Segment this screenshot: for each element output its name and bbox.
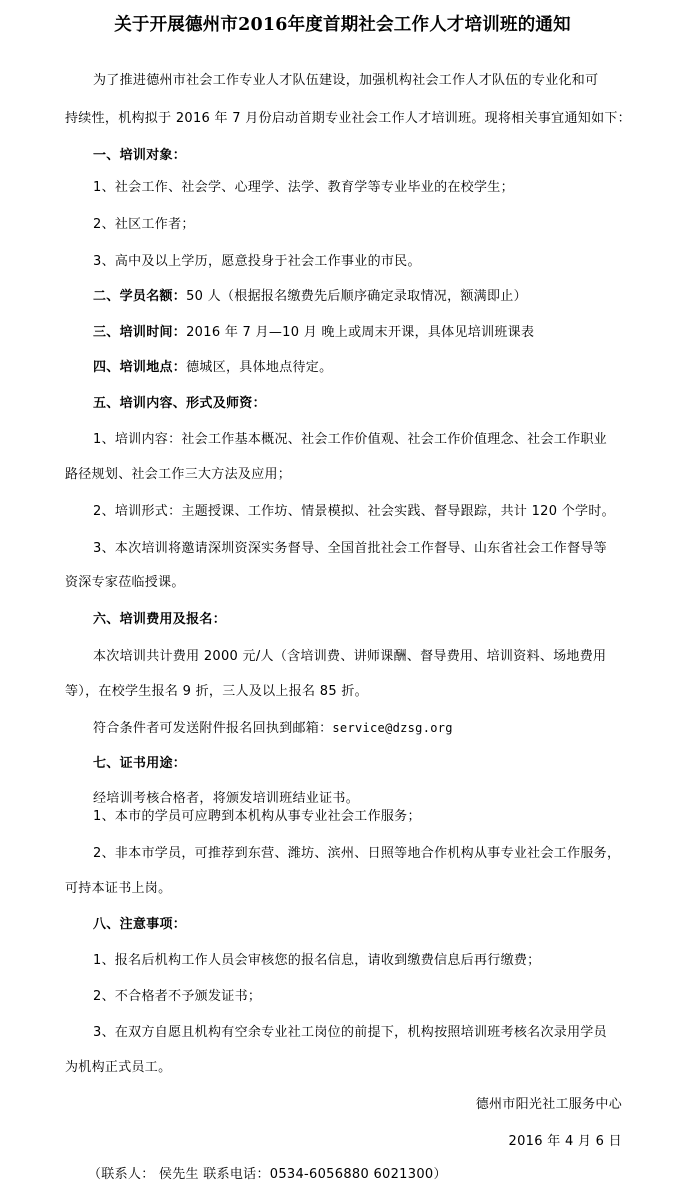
section-3-label: 三、培训时间： [93, 325, 187, 340]
section-5-heading: 五、培训内容、形式及师资： [93, 396, 266, 411]
document-title: 关于开展德州市2016年度首期社会工作人才培训班的通知 [114, 15, 571, 35]
section-8-item-3-line-2: 为机构正式员工。 [65, 1060, 172, 1075]
section-6-email-line [93, 719, 453, 738]
section-6-fee-line-1: 本次培训共计费用 2000 元/人（含培训费、讲师课酬、督导费用、培训资料、场地费用 [93, 649, 607, 664]
section-1-heading: 一、培训对象： [93, 148, 187, 163]
section-5-item-3-line-1: 3、本次培训将邀请深圳资深实务督导、全国首批社会工作督导、山东省社会工作督导等 [93, 541, 607, 556]
section-5-item-3-line-2: 资深专家莅临授课。 [65, 575, 185, 590]
section-6-email-text: 符合条件者可发送附件报名回执到邮箱： [93, 721, 333, 736]
section-8-item-2: 2、不合格者不予颁发证书； [93, 989, 262, 1004]
intro-line-1: 为了推进德州市社会工作专业人才队伍建设，加强机构社会工作人才队伍的专业化和可 [93, 73, 599, 88]
intro-line-2: 持续性，机构拟于 2016 年 7 月份启动首期专业社会工作人才培训班。现将相关事宜通知如下： [65, 111, 631, 126]
section-8-heading: 八、注意事项： [93, 917, 187, 932]
section-3-text: 2016 年 7 月—10 月 晚上或周末开课，具体见培训班课表 [186, 325, 535, 340]
signature-date: 2016 年 4 月 6 日 [508, 1134, 622, 1149]
signature-organization: 德州市阳光社工服务中心 [475, 1097, 622, 1112]
section-5-item-1-line-1: 1、培训内容：社会工作基本概况、社会工作价值观、社会工作价值理念、社会工作职业 [93, 432, 607, 447]
section-6-fee-line-2: 等），在校学生报名 9 折，三人及以上报名 85 折。 [65, 684, 368, 699]
section-7-item-2-line-1: 2、非本市学员，可推荐到东营、潍坊、滨州、日照等地合作机构从事专业社会工作服务， [93, 846, 621, 861]
section-5-item-1-line-2: 路径规划、社会工作三大方法及应用； [65, 467, 292, 482]
section-7-item-2-line-2: 可持本证书上岗。 [65, 881, 172, 896]
section-1-item-2: 2、社区工作者； [93, 217, 195, 232]
section-4-label: 四、培训地点： [93, 360, 187, 375]
section-5-item-2: 2、培训形式：主题授课、工作坊、情景模拟、社会实践、督导跟踪，共计 120 个学时。 [93, 504, 615, 519]
section-6-heading: 六、培训费用及报名： [93, 612, 227, 627]
section-8-item-3-line-1: 3、在双方自愿且机构有空余专业社工岗位的前提下，机构按照培训班考核名次录用学员 [93, 1025, 607, 1040]
section-4-text: 德城区，具体地点待定。 [186, 360, 333, 375]
section-3-line [93, 324, 534, 342]
section-4-line [93, 359, 332, 377]
section-8-item-1: 1、报名后机构工作人员会审核您的报名信息，请收到缴费信息后再行缴费； [93, 953, 541, 968]
section-1-item-3: 3、高中及以上学历，愿意投身于社会工作事业的市民。 [93, 254, 421, 269]
section-2-text: 50 人（根据报名缴费先后顺序确定录取情况，额满即止） [186, 289, 527, 304]
section-2-label: 二、学员名额： [93, 289, 187, 304]
section-7-line-1: 经培训考核合格者，将颁发培训班结业证书。 [93, 791, 360, 806]
section-7-heading: 七、证书用途： [93, 756, 187, 771]
section-7-line-2: 1、本市的学员可应聘到本机构从事专业社会工作服务； [93, 809, 421, 824]
contact-info: （联系人： 侯先生 联系电话：0534-6056880 6021300） [88, 1167, 447, 1182]
section-1-item-1: 1、社会工作、社会学、心理学、法学、教育学等专业毕业的在校学生； [93, 180, 514, 195]
section-2-line [93, 288, 527, 306]
email-address: service@dzsg.org [332, 721, 453, 735]
